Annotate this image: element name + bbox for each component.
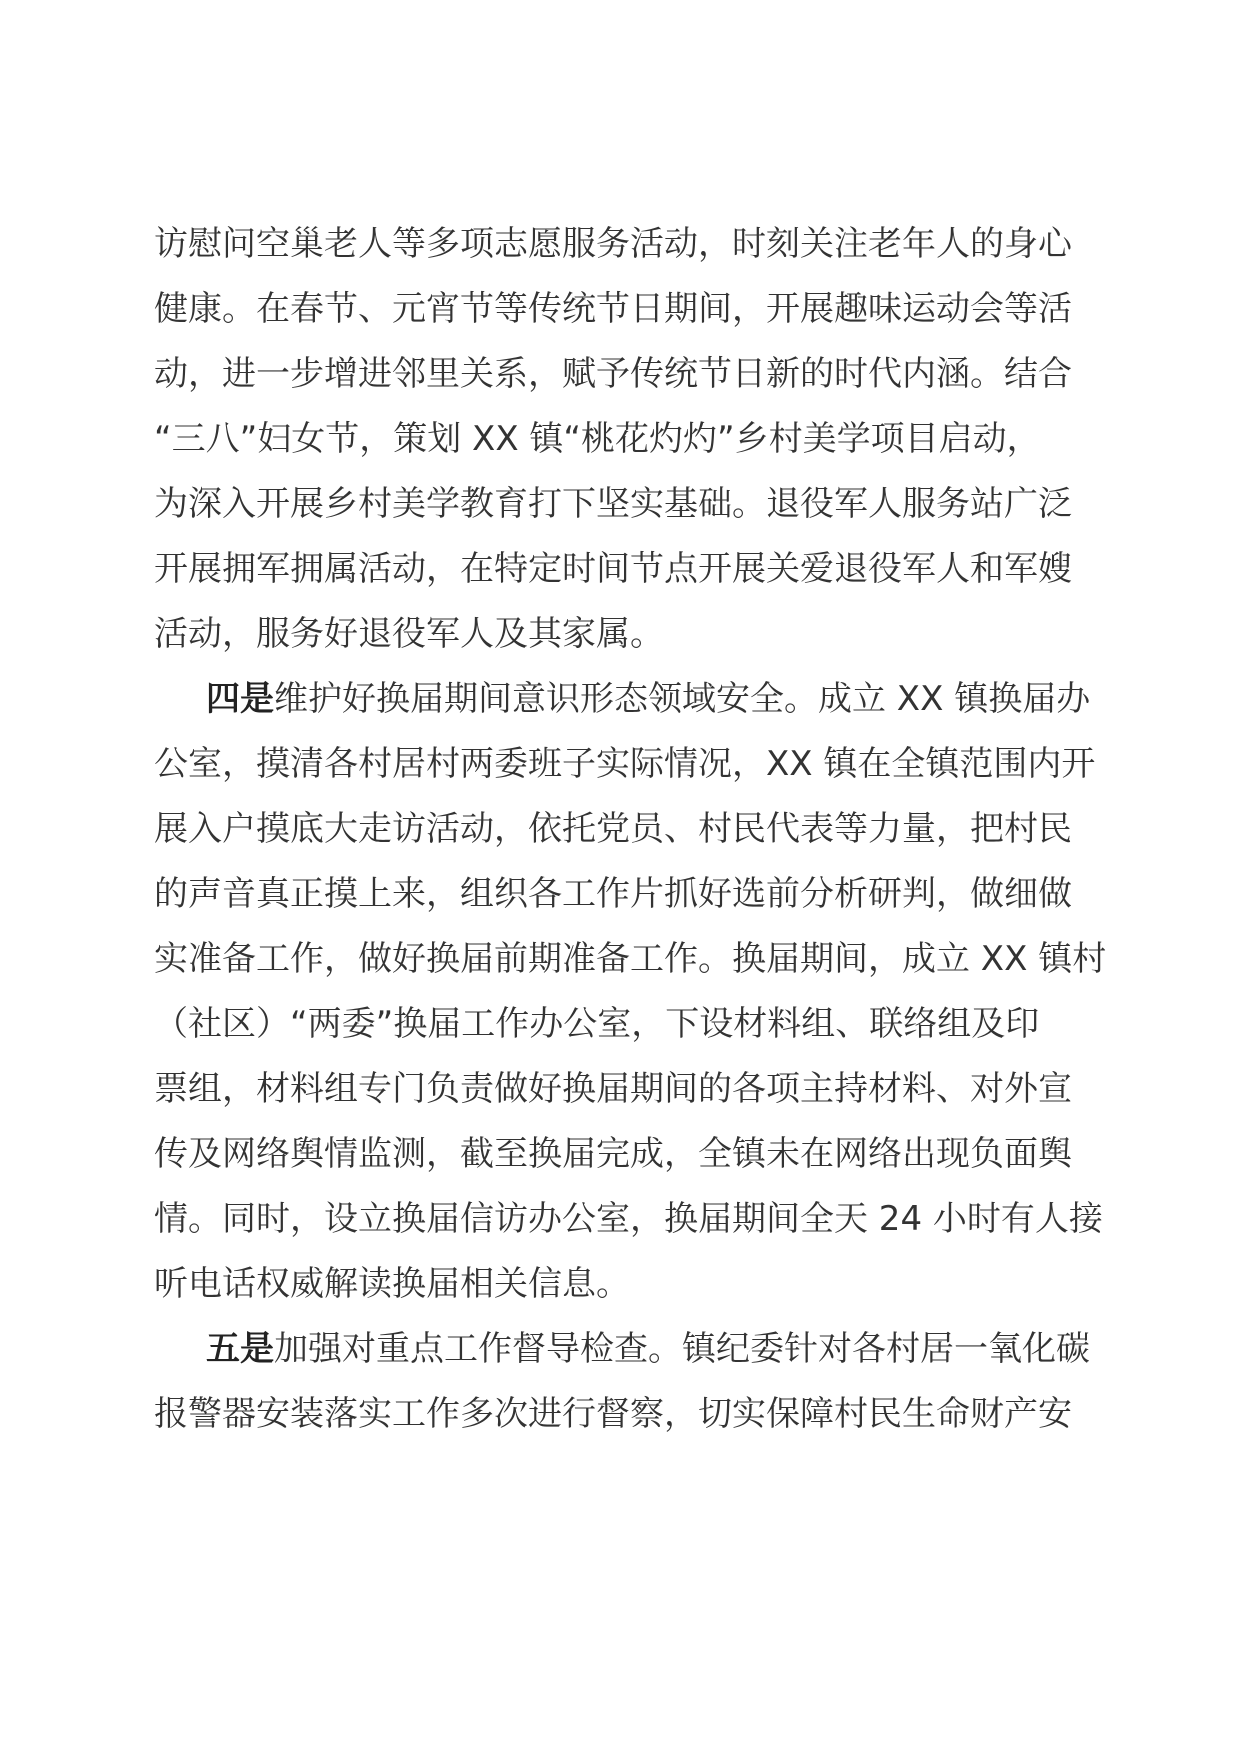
text-line: 报警器安装落实工作多次进行督察，切实保障村民生命财产安: [154, 1394, 1072, 1434]
text-line-first: [154, 1317, 1089, 1382]
text-line: 传及网络舆情监测，截至换届完成，全镇未在网络出现负面舆: [154, 1134, 1072, 1174]
paragraph-1: [154, 212, 1089, 667]
text-segment: 加强对重点工作督导检查。镇纪委针对各村居一氧化碳: [274, 1329, 1090, 1369]
text-line: 的声音真正摸上来，组织各工作片抓好选前分析研判，做细做: [154, 874, 1072, 914]
text-line: 开展拥军拥属活动，在特定时间节点开展关爱退役军人和军嫂: [154, 549, 1072, 589]
paragraph-3: [154, 1317, 1089, 1447]
text-line: 健康。在春节、元宵节等传统节日期间，开展趣味运动会等活: [154, 289, 1072, 329]
text-line: （社区）“两委”换届工作办公室，下设材料组、联络组及印: [154, 1004, 1040, 1044]
text-line: 为深入开展乡村美学教育打下坚实基础。退役军人服务站广泛: [154, 484, 1072, 524]
text-line: 活动，服务好退役军人及其家属。: [154, 614, 664, 654]
text-line: 票组，材料组专门负责做好换届期间的各项主持材料、对外宣: [154, 1069, 1072, 1109]
text-line: 访慰问空巢老人等多项志愿服务活动，时刻关注老年人的身心: [154, 224, 1072, 264]
text-line: 公室，摸清各村居村两委班子实际情况，XX 镇在全镇范围内开: [154, 744, 1096, 784]
text-segment: 维护好换届期间意识形态领域安全。成立 XX 镇换届办: [274, 679, 1091, 719]
text-line: 展入户摸底大走访活动，依托党员、村民代表等力量，把村民: [154, 809, 1072, 849]
text-line: 听电话权威解读换届相关信息。: [154, 1264, 630, 1304]
text-line: 实准备工作，做好换届前期准备工作。换届期间，成立 XX 镇村: [154, 939, 1107, 979]
text-line: 动，进一步增进邻里关系，赋予传统节日新的时代内涵。结合: [154, 354, 1072, 394]
paragraph-lead: 四是: [206, 679, 274, 719]
text-line-first: [154, 667, 1089, 732]
text-line: 情。同时，设立换届信访办公室，换届期间全天 24 小时有人接: [154, 1199, 1103, 1239]
paragraph-2: [154, 667, 1107, 1317]
text-line: “三八”妇女节，策划 XX 镇“桃花灼灼”乡村美学项目启动，: [154, 419, 1041, 459]
paragraph-lead: 五是: [206, 1329, 274, 1369]
document-body: [154, 212, 1107, 1447]
